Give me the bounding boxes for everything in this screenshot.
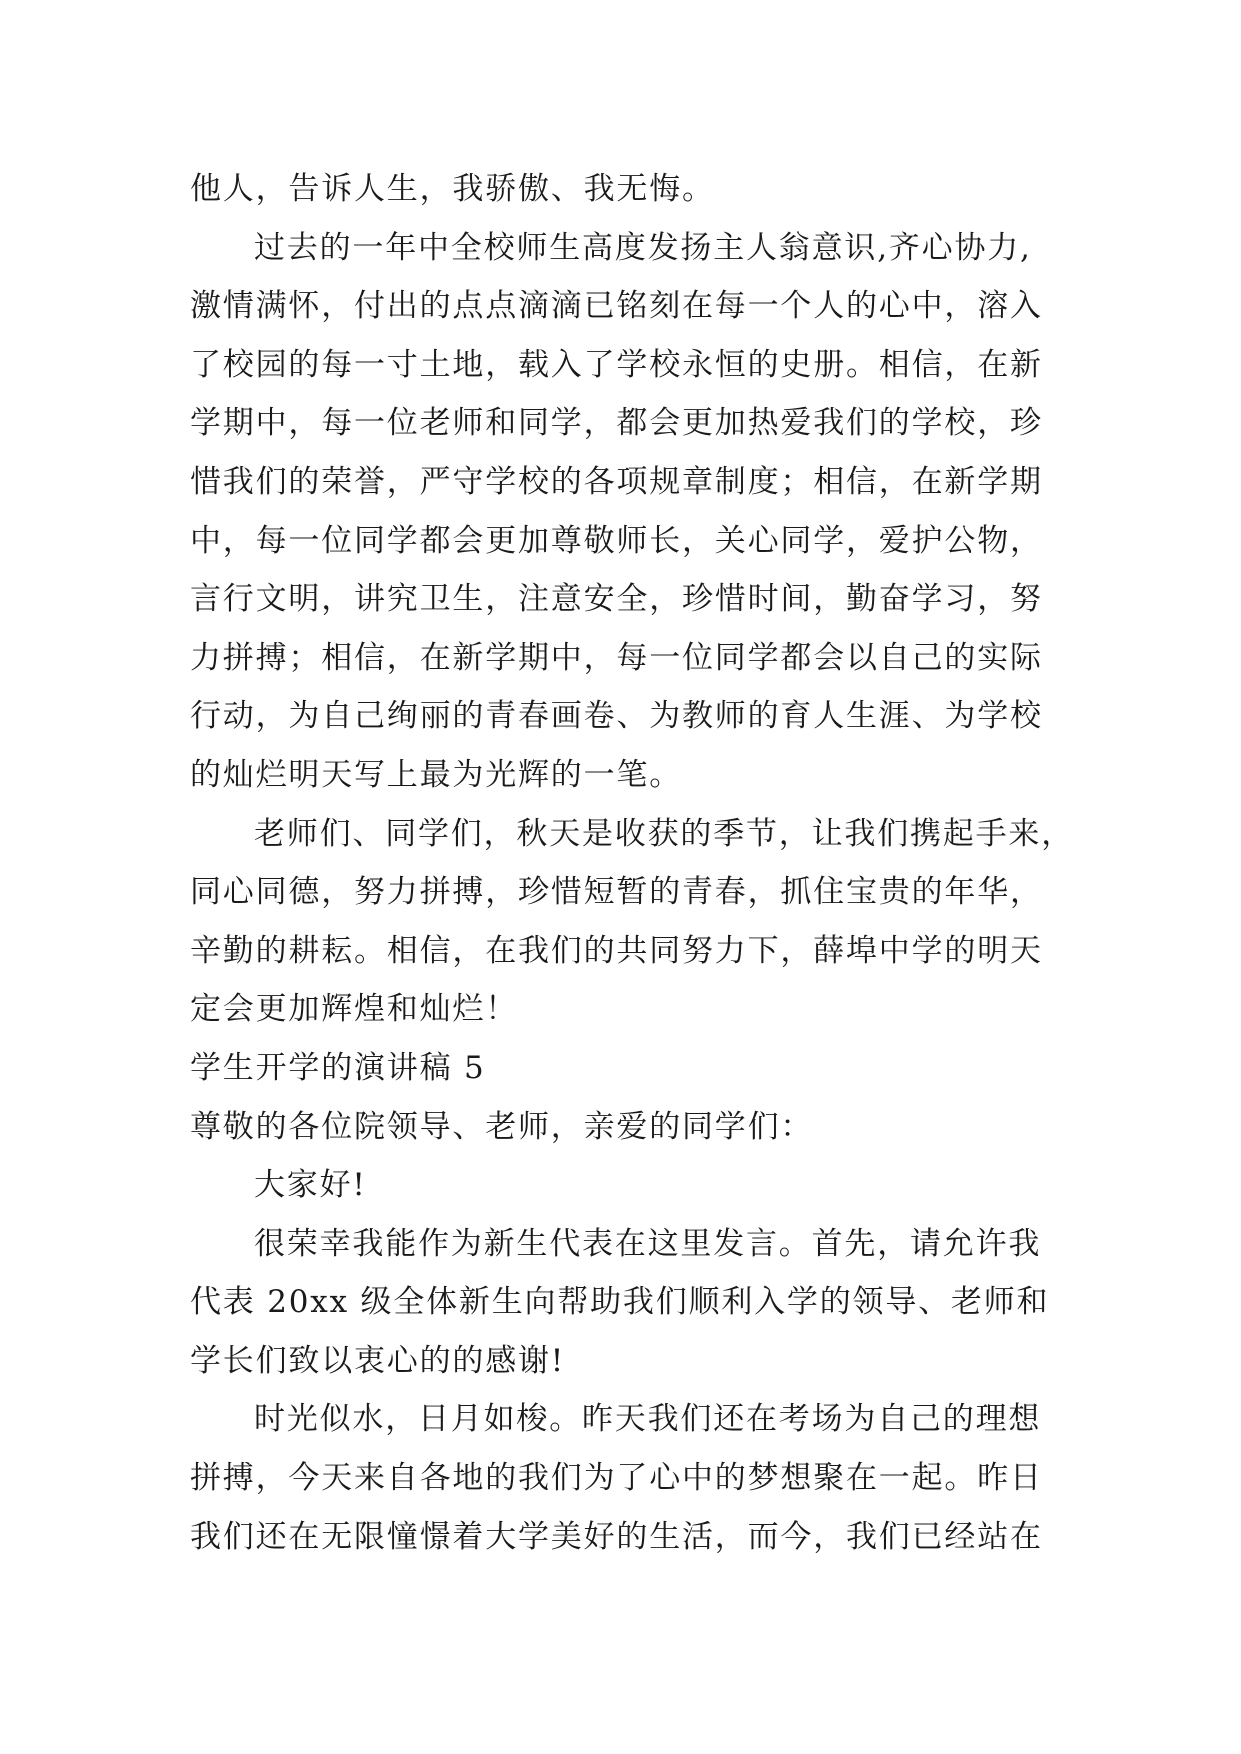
text-line-1: 他人，告诉人生，我骄傲、我无悔。 [190, 171, 715, 207]
text-line-9: 力拼搏；相信，在新学期中，每一位同学都会以自己的实际 [190, 639, 1043, 676]
greeting-line: 大家好! [254, 1167, 367, 1204]
text-line-7: 中，每一位同学都会更加尊敬师长，关心同学，爱护公物， [190, 522, 1043, 559]
text-line-20: 代表 20xx 级全体新生向帮助我们顺利入学的领导、老师和 [190, 1284, 1050, 1321]
text-line-15: 定会更加辉煌和灿烂！ [190, 991, 518, 1028]
text-line-21: 学长们致以衷心的的感谢! [190, 1342, 566, 1379]
paragraph-start-line: 过去的一年中全校师生高度发扬主人翁意识,齐心协力, [254, 229, 1032, 266]
salutation-line: 尊敬的各位院领导、老师，亲爱的同学们： [190, 1108, 814, 1145]
text-line-24: 我们还在无限憧憬着大学美好的生活，而今，我们已经站在 [190, 1518, 1043, 1555]
text-line-3: 激情满怀，付出的点点滴滴已铭刻在每一个人的心中，溶入 [190, 288, 1043, 325]
text-line-13: 同心同德，努力拼搏，珍惜短暂的青春，抓住宝贵的年华， [190, 874, 1043, 911]
text-line-6: 惜我们的荣誉，严守学校的各项规章制度；相信，在新学期 [190, 463, 1043, 500]
text-line-8: 言行文明，讲究卫生，注意安全，珍惜时间，勤奋学习，努 [190, 581, 1043, 618]
paragraph-start-line: 时光似水，日月如梭。昨天我们还在考场为自己的理想 [254, 1401, 1042, 1438]
text-line-4: 了校园的每一寸土地，载入了学校永恒的史册。相信，在新 [190, 346, 1043, 383]
paragraph-start-line: 老师们、同学们，秋天是收获的季节，让我们携起手来， [254, 815, 1074, 852]
section-heading: 学生开学的演讲稿 5 [190, 1049, 486, 1086]
text-line-5: 学期中，每一位老师和同学，都会更加热爱我们的学校，珍 [190, 405, 1043, 442]
paragraph-start-line: 很荣幸我能作为新生代表在这里发言。首先，请允许我 [254, 1225, 1042, 1262]
text-line-11: 的灿烂明天写上最为光辉的一笔。 [190, 756, 682, 793]
text-line-23: 拼搏，今天来自各地的我们为了心中的梦想聚在一起。昨日 [190, 1460, 1043, 1497]
text-line-14: 辛勤的耕耘。相信，在我们的共同努力下，薛埠中学的明天 [190, 932, 1043, 969]
document-body [190, 160, 1074, 1566]
text-line-10: 行动，为自己绚丽的青春画卷、为教师的育人生涯、为学校 [190, 698, 1043, 735]
